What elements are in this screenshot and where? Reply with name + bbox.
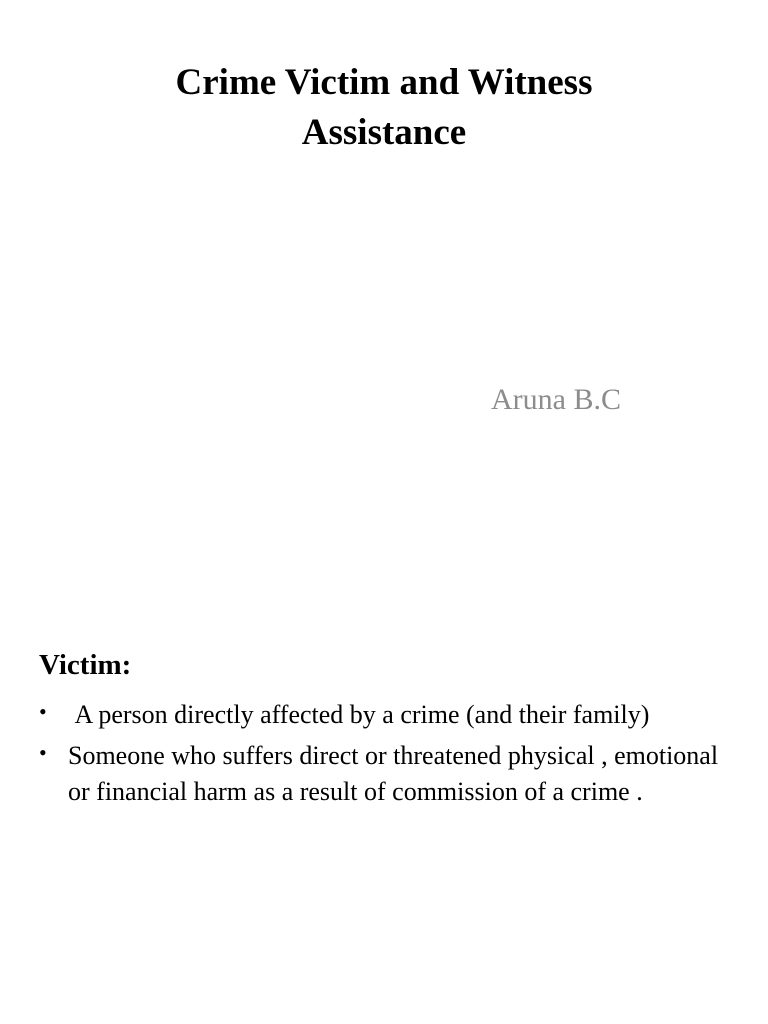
slide-title-line1: Crime Victim and Witness [175,62,593,103]
bullet-item [39,738,729,810]
slide-title [84,58,684,158]
bullet-icon: • [39,699,47,724]
bullet-text: A person directly affected by a crime (and their family) [68,700,650,729]
section-heading-victim: Victim: [39,649,132,681]
bullet-icon: • [39,740,47,765]
bullet-item [39,697,729,733]
bullet-text: Someone who suffers direct or threatened physical , emotional or financial harm as a result of commission of a crime . [68,741,719,806]
slide-title-line2: Assistance [301,112,467,153]
author-name: Aruna B.C [491,383,621,416]
victim-definition-list [39,697,729,815]
